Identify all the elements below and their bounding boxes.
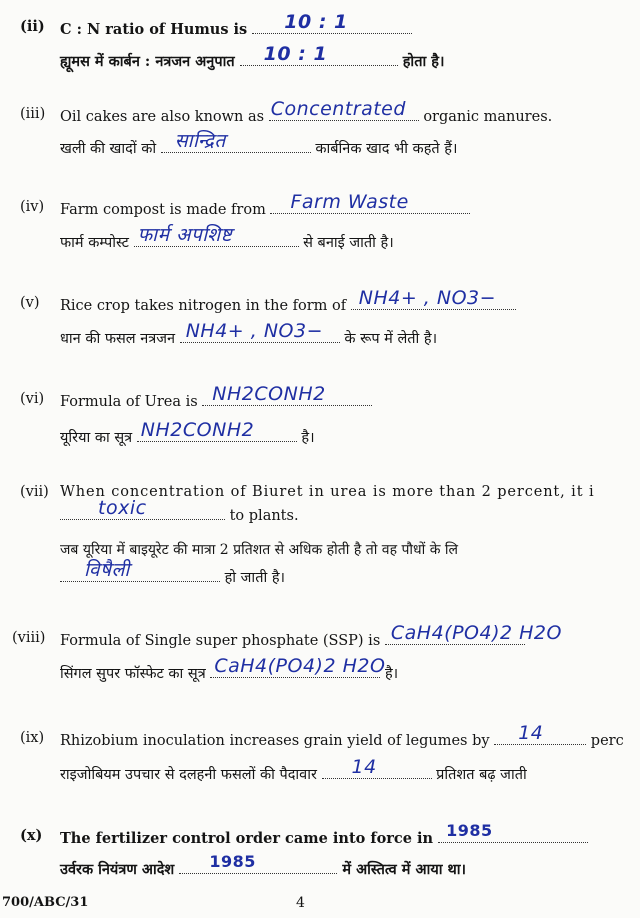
question-en-line <box>60 191 470 220</box>
answer-blank <box>202 383 372 406</box>
question-en-line: When concentration of Biuret in urea is more than 2 percent, it i <box>60 484 595 500</box>
question-text-hindi: फार्म कम्पोस्ट <box>60 235 129 251</box>
question-number: (vii) <box>20 484 49 500</box>
answer-blank <box>210 655 386 678</box>
question-en-line <box>60 821 588 849</box>
question-text-hindi: सिंगल सुपर फॉस्फेट का सूत्र <box>60 666 206 682</box>
answer-blank <box>179 852 337 874</box>
handwritten-answer: 1985 <box>446 821 493 840</box>
question-text-hindi: उर्वरक नियंत्रण आदेश <box>60 861 175 878</box>
handwritten-answer: NH2CONH2 <box>140 419 255 441</box>
paper-code: 700/ABC/31 <box>2 895 89 910</box>
answer-blank <box>270 191 470 214</box>
question-text: Farm compost is made from <box>60 202 266 218</box>
question-number: (vi) <box>20 391 45 407</box>
question-en-line <box>60 622 562 651</box>
question-hi-line <box>60 224 394 253</box>
question-hi-line-2 <box>60 559 286 588</box>
question-en-line <box>60 98 553 127</box>
question-text: Formula of Urea is <box>60 394 198 410</box>
question-text: Rhizobium inoculation increases grain yield of legumes by <box>60 733 490 749</box>
handwritten-answer: 14 <box>351 756 377 778</box>
question-text-hindi: यूरिया का सूत्र <box>60 430 133 446</box>
question-text-hindi: खली की खादों को <box>60 141 157 157</box>
handwritten-answer: सान्द्रित <box>174 130 226 152</box>
question-suffix: के रूप में लेती है। <box>344 331 438 347</box>
question-suffix: perc <box>590 733 624 749</box>
question-suffix: है। <box>301 430 315 446</box>
handwritten-answer: Farm Waste <box>290 191 409 213</box>
question-suffix: organic manures. <box>423 109 553 125</box>
question-text-hindi: धान की फसल नत्रजन <box>60 331 176 347</box>
question-number: (iv) <box>20 199 45 215</box>
question-hi-line <box>60 655 399 684</box>
answer-blank <box>161 130 311 153</box>
answer-blank <box>351 287 516 310</box>
handwritten-answer: फार्म अपशिष्ट <box>137 224 233 246</box>
question-number: (iii) <box>20 106 46 122</box>
answer-blank <box>385 622 562 645</box>
question-number: (ii) <box>20 18 45 35</box>
question-number: (viii) <box>12 630 46 646</box>
question-text: C : N ratio of Humus is <box>60 21 248 38</box>
answer-blank <box>494 722 586 745</box>
question-text-hindi: ह्यूमस में कार्बन : नत्रजन अनुपात <box>60 53 235 70</box>
question-suffix: प्रतिशत बढ़ जाती <box>436 767 527 783</box>
question-en-line <box>60 383 372 412</box>
answer-blank <box>322 756 432 779</box>
question-text-hindi: राइजोबियम उपचार से दलहनी फसलों की पैदावार <box>60 767 317 783</box>
answer-blank <box>60 497 225 520</box>
handwritten-answer: CaH4(PO4)2 H2O <box>390 622 562 644</box>
answer-blank <box>134 224 299 247</box>
answer-blank <box>252 11 412 34</box>
question-number: (v) <box>20 295 40 311</box>
question-suffix: हो जाती है। <box>224 570 286 586</box>
handwritten-answer: Concentrated <box>270 98 406 120</box>
handwritten-answer: विषैली <box>84 559 130 581</box>
question-number: (ix) <box>20 730 45 746</box>
question-hi-line <box>60 130 458 159</box>
handwritten-answer: 10 : 1 <box>284 11 348 33</box>
question-suffix: में अस्तित्व में आया था। <box>342 861 467 878</box>
handwritten-answer: 1985 <box>209 852 256 871</box>
question-text: Oil cakes are also known as <box>60 109 265 125</box>
page-number: 4 <box>296 895 305 911</box>
question-text: Rice crop takes nitrogen in the form of <box>60 298 347 314</box>
question-suffix: से बनाई जाती है। <box>303 235 394 251</box>
handwritten-answer: NH4+ , NO3− <box>185 320 324 342</box>
question-suffix: to plants. <box>229 508 299 524</box>
question-hi-line <box>60 43 445 72</box>
question-hi-line <box>60 756 527 785</box>
answer-blank <box>60 559 220 582</box>
handwritten-answer: toxic <box>98 497 147 519</box>
answer-blank <box>438 821 588 843</box>
question-suffix: कार्बनिक खाद भी कहते हैं। <box>315 141 458 157</box>
question-hi-line: जब यूरिया में बाइयूरेट की मात्रा 2 प्रतिशत से अधिक होती है तो वह पौधों के लि <box>60 542 459 558</box>
question-suffix: है। <box>384 666 399 682</box>
question-text: Formula of Single super phosphate (SSP) is <box>60 633 381 649</box>
question-en-line-2 <box>60 497 299 526</box>
answer-blank <box>180 320 340 343</box>
question-hi-line <box>60 419 315 448</box>
answer-blank <box>269 98 419 121</box>
question-suffix: होता है। <box>402 53 445 70</box>
handwritten-answer: NH2CONH2 <box>212 383 326 405</box>
handwritten-answer: 10 : 1 <box>263 43 328 65</box>
question-en-line <box>60 722 624 751</box>
answer-blank <box>240 43 398 66</box>
handwritten-answer: NH4+ , NO3− <box>358 287 497 309</box>
question-hi-line <box>60 320 438 349</box>
question-text: The fertilizer control order came into force in <box>60 830 434 847</box>
question-en-line <box>60 287 516 316</box>
question-number: (x) <box>20 827 43 844</box>
handwritten-answer: CaH4(PO4)2 H2O <box>214 655 386 677</box>
question-en-line <box>60 11 412 40</box>
answer-blank <box>137 419 297 442</box>
handwritten-answer: 14 <box>518 722 544 744</box>
question-hi-line <box>60 852 467 880</box>
